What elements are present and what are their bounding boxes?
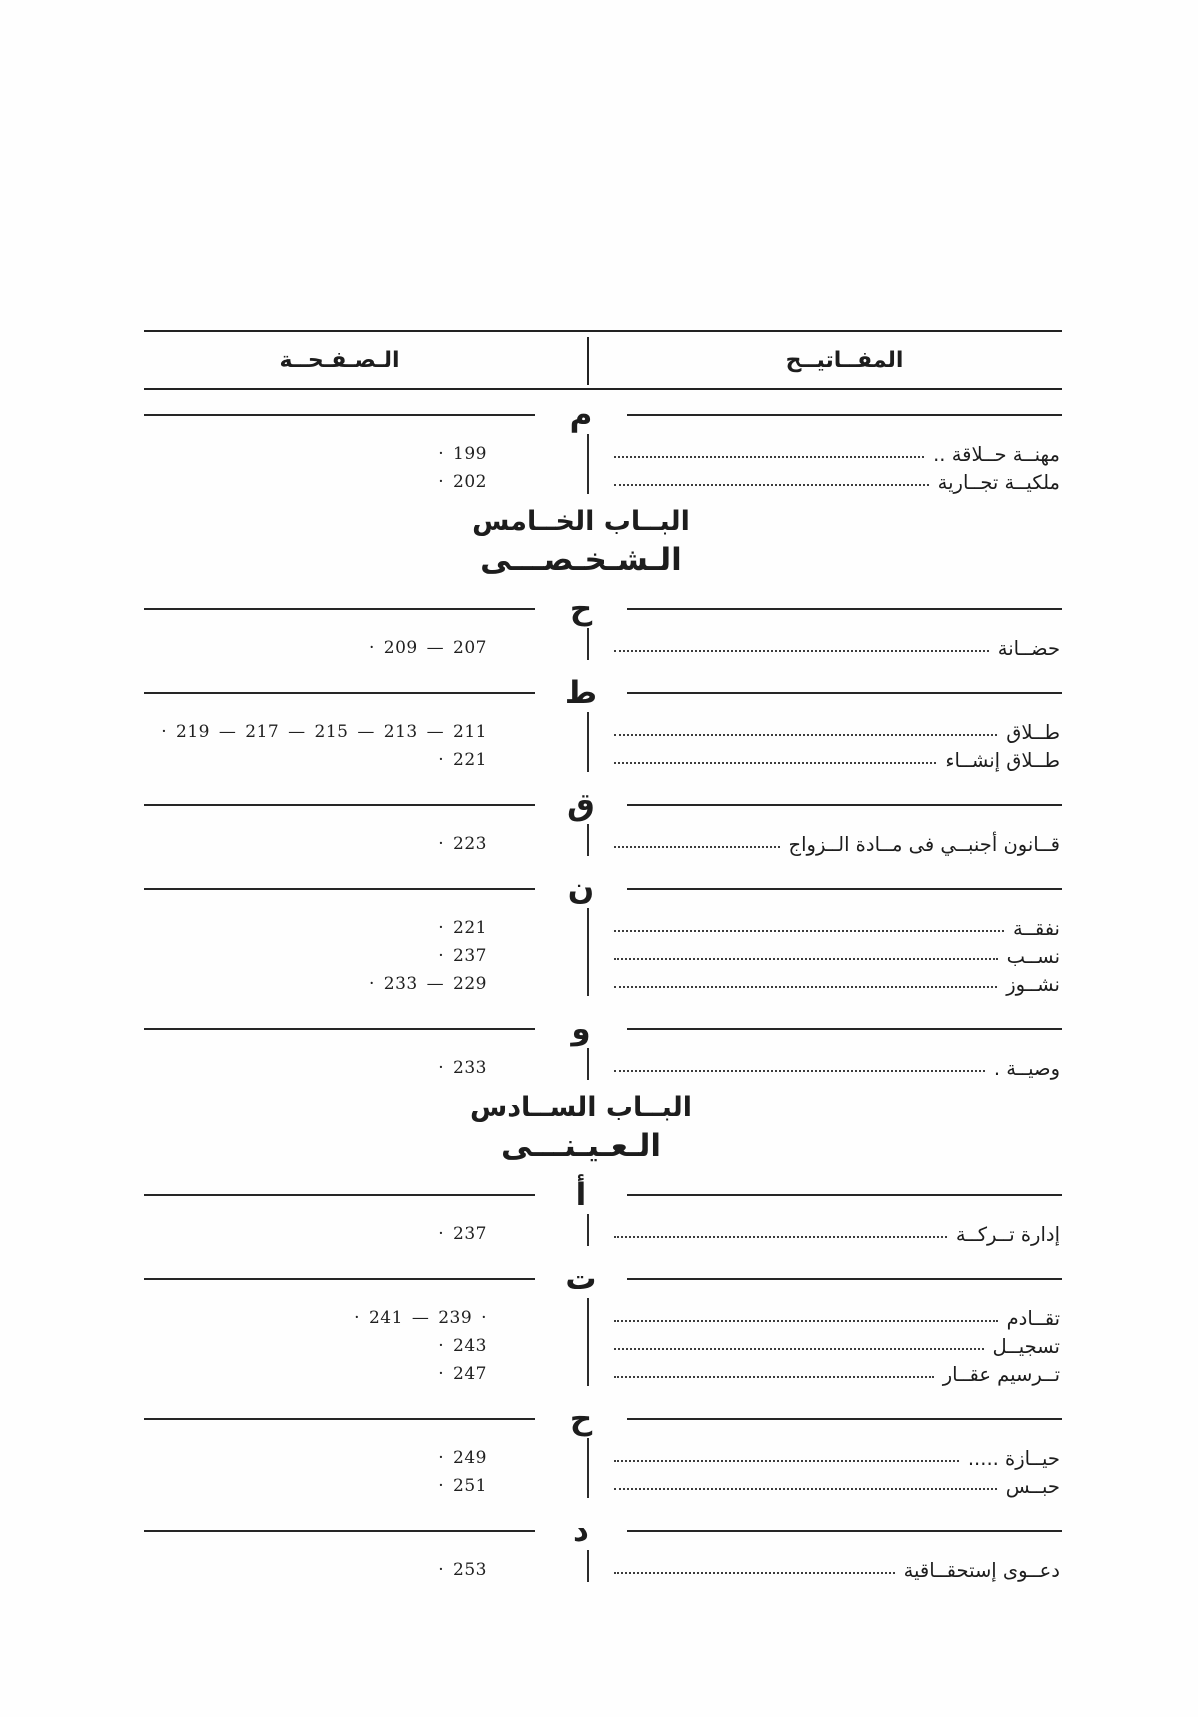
section-body [144, 432, 1062, 502]
toc-entry [144, 634, 1062, 662]
dot-leader [614, 1572, 895, 1574]
entry-label: نســب [1006, 944, 1060, 968]
dot-leader [614, 456, 924, 458]
toc-entry [144, 970, 1062, 998]
column-divider-bar [587, 1048, 589, 1080]
section-body [144, 1548, 1062, 1590]
dot-leader [614, 484, 929, 486]
section-letter: ط [564, 675, 598, 711]
chapter-title: البــاب الخــامس [472, 506, 690, 537]
dot-leader [614, 1236, 947, 1238]
section-noon [144, 872, 1062, 1004]
entry-cell [602, 471, 1062, 494]
toc-entry [144, 942, 1062, 970]
entry-cell [602, 1447, 1062, 1470]
toc-entry [144, 1556, 1062, 1584]
section-divider [144, 592, 1062, 626]
entry-cell [602, 973, 1062, 996]
chapter-heading-six [144, 1088, 1062, 1170]
entry-label: دعــوى إستحقــاقية [903, 1558, 1060, 1582]
section-letter: ق [567, 787, 595, 823]
column-divider-bar [587, 712, 589, 772]
entry-pages: · 209 — 207 [368, 638, 487, 658]
toc-entry [144, 746, 1062, 774]
entry-label: إدارة تــركــة [955, 1222, 1060, 1246]
entry-pages: · 251 [438, 1476, 487, 1496]
section-hha [144, 592, 1062, 668]
toc-entry [144, 1360, 1062, 1388]
toc-header [144, 330, 1062, 390]
dot-leader [614, 986, 997, 988]
page-column-header: الـصـفـحــة [279, 347, 400, 373]
column-divider-bar [587, 628, 589, 660]
entry-label: مهنــة حــلاقة .. [933, 442, 1060, 466]
section-divider [144, 676, 1062, 710]
section-body [144, 710, 1062, 780]
divider-line-right [627, 608, 1062, 610]
section-tta [144, 676, 1062, 780]
toc-entry [144, 440, 1062, 468]
section-dal [144, 1514, 1062, 1590]
dot-leader [614, 1070, 985, 1072]
section-divider [144, 788, 1062, 822]
divider-line-right [627, 414, 1062, 416]
column-divider-bar [587, 1550, 589, 1582]
entry-label: تــرسيم عقــار [942, 1362, 1060, 1386]
section-body [144, 822, 1062, 864]
divider-line-right [627, 1530, 1062, 1532]
divider-line-left [144, 804, 535, 806]
section-letter: د [573, 1513, 589, 1549]
divider-line-left [144, 888, 535, 890]
entry-label: حضــانة [997, 636, 1060, 660]
entry-pages: · 223 [438, 834, 487, 854]
section-letter: ح [569, 1401, 593, 1437]
dot-leader [614, 930, 1004, 932]
entry-label: وصيــة . [993, 1056, 1060, 1080]
entry-cell [602, 1475, 1062, 1498]
section-divider [144, 1262, 1062, 1296]
section-divider [144, 872, 1062, 906]
entry-cell [602, 1363, 1062, 1386]
entry-pages: · 243 [438, 1336, 487, 1356]
entry-pages: · 233 — 229 [368, 974, 487, 994]
entry-pages: · 199 [438, 444, 487, 464]
entry-cell [602, 1335, 1062, 1358]
section-body [144, 626, 1062, 668]
divider-line-left [144, 1418, 535, 1420]
section-divider [144, 1012, 1062, 1046]
dot-leader [614, 734, 997, 736]
keys-column-header: المفــاتيــح [785, 347, 904, 373]
section-divider [144, 1178, 1062, 1212]
divider-line-left [144, 1278, 535, 1280]
entry-label: ملكيــة تجــارية [937, 470, 1060, 494]
section-letter: ح [569, 591, 593, 627]
dot-leader [614, 762, 936, 764]
divider-line-left [144, 1028, 535, 1030]
entry-cell [602, 443, 1062, 466]
entry-label: طــلاق [1006, 720, 1060, 744]
divider-line-left [144, 414, 535, 416]
divider-line-left [144, 1194, 535, 1196]
dot-leader [614, 1488, 997, 1490]
toc-entry [144, 914, 1062, 942]
header-row [144, 332, 1062, 388]
entry-pages: · 253 [438, 1560, 487, 1580]
dot-leader [614, 1348, 984, 1350]
column-divider-bar [587, 908, 589, 996]
entry-cell [602, 917, 1062, 940]
chapter-title: البــاب الســادس [469, 1092, 693, 1123]
header-bottom-rule [144, 388, 1062, 390]
column-divider-bar [587, 1298, 589, 1386]
column-divider-bar [587, 1214, 589, 1246]
toc-entry [144, 1054, 1062, 1082]
entry-label: تسجيــل [992, 1334, 1060, 1358]
toc-entry [144, 1444, 1062, 1472]
section-qaf [144, 788, 1062, 864]
chapter-subtitle: الـشـخـصـــى [480, 542, 682, 578]
toc-entry [144, 718, 1062, 746]
divider-line-right [627, 1028, 1062, 1030]
entry-cell [602, 637, 1062, 660]
toc-entry [144, 830, 1062, 858]
entry-pages: · 233 [438, 1058, 487, 1078]
divider-line-right [627, 692, 1062, 694]
entry-cell [602, 721, 1062, 744]
entry-label: حبــس [1005, 1474, 1060, 1498]
section-letter: و [571, 1011, 591, 1047]
section-letter: أ [575, 1177, 587, 1213]
section-body [144, 1296, 1062, 1394]
toc-entry [144, 468, 1062, 496]
chapter-heading-five [144, 502, 1062, 584]
divider-line-right [627, 804, 1062, 806]
section-hha-2 [144, 1402, 1062, 1506]
section-divider [144, 1514, 1062, 1548]
section-body [144, 906, 1062, 1004]
entry-label: تقــادم [1006, 1306, 1060, 1330]
entry-label: قــانون أجنبــي فى مــادة الــزواج [788, 832, 1060, 856]
entry-cell [602, 1223, 1062, 1246]
entry-pages: · 221 [438, 918, 487, 938]
toc-entry [144, 1220, 1062, 1248]
section-waw [144, 1012, 1062, 1088]
entry-cell [602, 833, 1062, 856]
dot-leader [614, 1320, 998, 1322]
entry-pages: · 237 [438, 946, 487, 966]
section-body [144, 1046, 1062, 1088]
divider-line-right [627, 1194, 1062, 1196]
section-alif [144, 1178, 1062, 1254]
toc-entry [144, 1332, 1062, 1360]
section-letter: ن [567, 871, 595, 907]
entry-label: نشــوز [1006, 972, 1060, 996]
section-divider [144, 398, 1062, 432]
dot-leader [614, 650, 989, 652]
toc-entry [144, 1472, 1062, 1500]
divider-line-right [627, 1418, 1062, 1420]
section-body [144, 1436, 1062, 1506]
toc-entry [144, 1304, 1062, 1332]
section-body [144, 1212, 1062, 1254]
dot-leader [614, 1460, 959, 1462]
entry-pages: · 247 [438, 1364, 487, 1384]
dot-leader [614, 1376, 934, 1378]
dot-leader [614, 958, 998, 960]
chapter-subtitle: الـعـيـنـــى [500, 1128, 661, 1164]
divider-line-left [144, 692, 535, 694]
divider-line-right [627, 888, 1062, 890]
entry-cell [602, 1307, 1062, 1330]
entry-cell [602, 1559, 1062, 1582]
header-column-divider [587, 337, 589, 385]
entry-cell [602, 749, 1062, 772]
section-meem [144, 398, 1062, 502]
entry-pages: · 237 [438, 1224, 487, 1244]
divider-line-right [627, 1278, 1062, 1280]
divider-line-left [144, 608, 535, 610]
entry-cell [602, 945, 1062, 968]
dot-leader [614, 846, 780, 848]
divider-line-left [144, 1530, 535, 1532]
entry-label: نفقــة [1012, 916, 1060, 940]
entry-pages: · 221 [438, 750, 487, 770]
entry-cell [602, 1057, 1062, 1080]
column-divider-bar [587, 1438, 589, 1498]
section-ta [144, 1262, 1062, 1394]
column-divider-bar [587, 824, 589, 856]
entry-pages: · 202 [438, 472, 487, 492]
section-letter: م [569, 397, 593, 433]
toc-content [144, 330, 1062, 1590]
entry-pages: · 249 [438, 1448, 487, 1468]
column-divider-bar [587, 434, 589, 494]
entry-pages: · 241 — 239 · [354, 1308, 487, 1328]
section-letter: ت [565, 1261, 597, 1297]
entry-pages: · 219 — 217 — 215 — 213 — 211 [161, 722, 487, 742]
entry-label: طــلاق إنشــاء [945, 748, 1060, 772]
section-divider [144, 1402, 1062, 1436]
entry-label: حيــازة ..... [967, 1446, 1060, 1470]
